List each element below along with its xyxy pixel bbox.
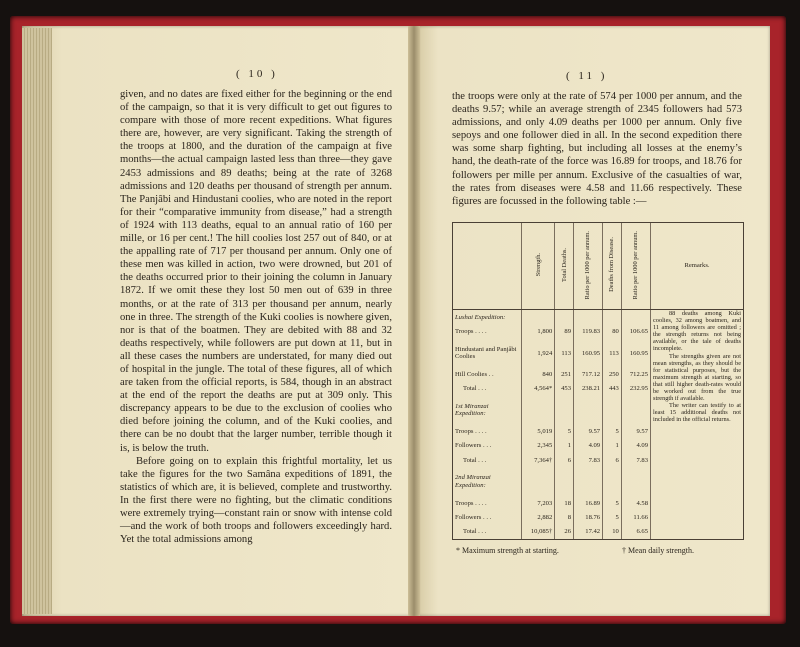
- cell: 7.83: [574, 453, 603, 467]
- cell: 6: [603, 453, 622, 467]
- cell: 717.12: [574, 368, 603, 382]
- footnote-maximum-strength: * Maximum strength at starting.: [456, 546, 559, 555]
- cell: 16.89: [574, 496, 603, 510]
- left-page-number: ( 10 ): [236, 68, 278, 80]
- cell: 232.95: [621, 382, 650, 396]
- cell: 2,345: [522, 439, 555, 453]
- section-title: 1st Miranzai Expedition:: [455, 403, 489, 418]
- remark: The strengths given are not mean strengths, as they should be for statistical purposes, but the maximum strength at starting, so that still higher death-rates would be worked out from the true strength if available.: [653, 352, 741, 403]
- cell: 5,019: [522, 425, 555, 439]
- row-label: Total . . .: [463, 528, 487, 536]
- cell: 9.57: [574, 425, 603, 439]
- book-gutter: [408, 26, 420, 616]
- cell: 1: [555, 439, 574, 453]
- row-label: Hill Coolies . .: [455, 371, 494, 379]
- cell: 18.76: [574, 510, 603, 524]
- table-header-row: [453, 223, 743, 310]
- table-header: Deaths from Disease.: [603, 223, 622, 310]
- cell: 1,800: [522, 325, 555, 339]
- table-header: Total Deaths.: [555, 223, 574, 310]
- row-label: Troops . . . .: [455, 499, 487, 507]
- row-label: Total . . .: [463, 385, 487, 393]
- cell: 5: [603, 510, 622, 524]
- cell: 8: [555, 510, 574, 524]
- cell: 4.09: [574, 439, 603, 453]
- cell: 251: [555, 368, 574, 382]
- remarks-cell: [651, 310, 744, 540]
- cell: 26: [555, 525, 574, 539]
- cell: 10: [603, 525, 622, 539]
- cell: 4.58: [621, 496, 650, 510]
- cell: 113: [603, 339, 622, 368]
- paragraph: given, and no dates are fixed either for the beginning or the end of the campaign, so that it is very difficult to get out figures to compare with those of more recent expeditions. What figures there are, however, are very significant. Taking the strength of the troops at 1800, and the duration of the campaign at five months—the actual campaign lasted less than three—they gave 2453 admissions and 89 deaths; being at the rate of 3268 admissions and 120 deaths per thousand of strength per annum. The Panjâbi and Hindustani coolies, who are noted in the report for their “comparative immunity from disease,” had a strength of 1924 with 113 deaths, equal to an annual ratio of 160 per mille, or 16 per cent.! The hill coolies lost 257 out of 840, or at the appalling rate of 717 per thousand per annum. Only one of these men was killed in action, two were drowned, but 201 of the deaths occurred prior to their joining the column in January 1872. If we omit these they lost 50 men out of 639 in three months, or at the rate of 313 per thousand per annum, nearly one in three. The strength of the Kuki coolies is nowhere given, nor is that of the boatmen. They are debited with 88 and 32 deaths respectively, while followers are put down at 11, but in all these cases the numbers are understated, for many died out of hospital in the jungle. The total of these figures, all of which are taken from the official reports, is 584, though in an abstract at the end of the report the deaths are put at 309 only. This discrepancy appears to be due to the exclusion of coolies who died before joining the column, and of the Kuki coolies, and there can be no doubt that the larger number, terrible though it is, is below the truth.: [120, 89, 392, 454]
- row-label: Followers . . .: [455, 513, 492, 521]
- cell: 1: [603, 439, 622, 453]
- cell: 453: [555, 382, 574, 396]
- cell: 250: [603, 368, 622, 382]
- row-label: Troops . . . .: [455, 328, 487, 336]
- footnote-mean-strength: † Mean daily strength.: [622, 546, 694, 555]
- cell: 6: [555, 453, 574, 467]
- row-label: Followers . . .: [455, 442, 492, 450]
- cell: 89: [555, 325, 574, 339]
- left-page-text: [120, 88, 392, 546]
- cell: 7,364†: [522, 453, 555, 467]
- row-label: Troops . . . .: [455, 428, 487, 436]
- table-header: Ratio per 1000 per annum.: [621, 223, 650, 310]
- cell: 119.83: [574, 325, 603, 339]
- paragraph: the troops were only at the rate of 574 per 1000 per annum, and the deaths 9.57; while an average strength of 2345 followers had 573 admissions, and only 4.09 deaths per 1000 per annum. Only five sepoys and one follower died in all. In the second expedition there was some sharp fighting, but including all losses at the enemy’s hand, the death-rate of the force was 16.89 for troops, and 18.76 for followers per mille per annum. Exclusive of the casualties of war, the rates from diseases were 4.58 and 11.66 respectively. These figures are focussed in the following table :—: [452, 91, 742, 207]
- cell: 1,924: [522, 339, 555, 368]
- section-title: 2nd Miranzai Expedition:: [455, 474, 491, 489]
- cell: 6.65: [621, 525, 650, 539]
- cell: 5: [603, 496, 622, 510]
- table-header-remarks: Remarks.: [651, 223, 744, 310]
- cell: 9.57: [621, 425, 650, 439]
- table-section-row: [453, 310, 743, 325]
- table-header: Strength.: [522, 223, 555, 310]
- cell: 11.66: [621, 510, 650, 524]
- statistics-table: [452, 222, 744, 540]
- cell: 106.65: [621, 325, 650, 339]
- cell: 7.83: [621, 453, 650, 467]
- cell: 712.25: [621, 368, 650, 382]
- cell: 113: [555, 339, 574, 368]
- cell: 80: [603, 325, 622, 339]
- cell: 443: [603, 382, 622, 396]
- cell: 18: [555, 496, 574, 510]
- paragraph: Before going on to explain this frightful mortality, let us take the figures for the two Samâna expeditions of 1891, the statistics of which are, it is believed, complete and trustworthy. In the first there were no fighting, but the climatic conditions were extremely trying—constant rain or snow with intense cold—and the work of both troops and followers exceedingly hard. Yet the total admissions among: [120, 455, 392, 546]
- table-header-label: [453, 223, 522, 310]
- cell: 160.95: [621, 339, 650, 368]
- table-header: Ratio per 1000 per annum.: [574, 223, 603, 310]
- cell: 4.09: [621, 439, 650, 453]
- cell: 4,564*: [522, 382, 555, 396]
- cell: 160.95: [574, 339, 603, 368]
- cell: 5: [555, 425, 574, 439]
- cell: 2,882: [522, 510, 555, 524]
- cell: 840: [522, 368, 555, 382]
- cell: 238.21: [574, 382, 603, 396]
- cell: 7,203: [522, 496, 555, 510]
- page-edges: [22, 28, 52, 614]
- cell: 17.42: [574, 525, 603, 539]
- right-page-number: ( 11 ): [566, 70, 608, 82]
- section-title: Lushai Expedition:: [455, 313, 506, 321]
- row-label: Total . . .: [463, 456, 487, 464]
- cell: 5: [603, 425, 622, 439]
- remark: 88 deaths among Kuki coolies, 32 among boatmen, and 11 among followers are omitted ; the strength returns not being available, or the tale of deaths incomplete.: [653, 310, 741, 353]
- cell: 10,085†: [522, 525, 555, 539]
- row-label: Hindustani and Panjâbi Coolies: [455, 345, 517, 361]
- remark: The writer can testify to at least 15 additional deaths not included in the official returns.: [653, 402, 741, 424]
- right-page-text: [452, 90, 742, 208]
